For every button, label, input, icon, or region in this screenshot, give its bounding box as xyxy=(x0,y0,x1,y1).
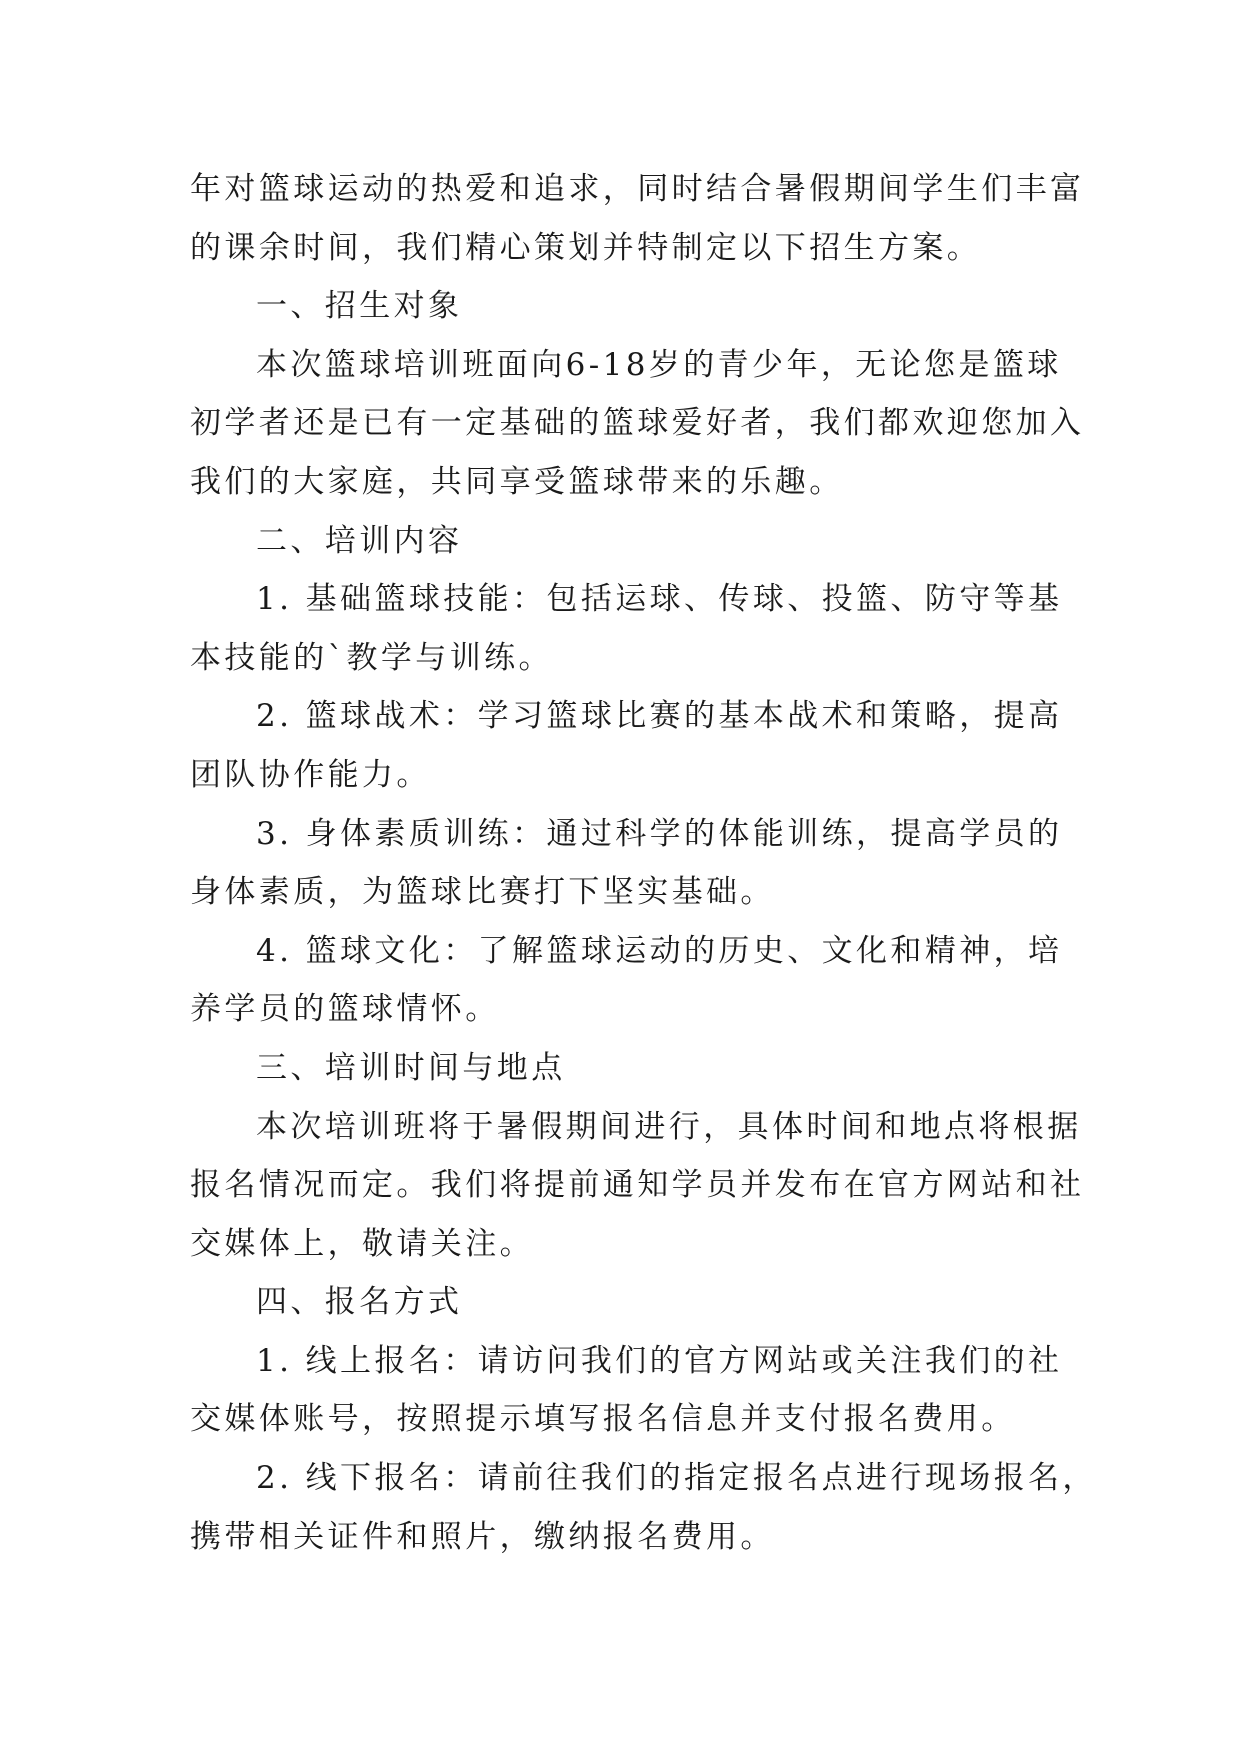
text-line: 交媒体账号，按照提示填写报名信息并支付报名费用。 xyxy=(190,1401,1016,1438)
section-heading: 四、报名方式 xyxy=(256,1284,463,1321)
list-item: 2. 线下报名：请前往我们的指定报名点进行现场报名， xyxy=(256,1460,1097,1497)
text-line: 本次培训班将于暑假期间进行，具体时间和地点将根据 xyxy=(256,1108,1082,1145)
section-heading: 一、招生对象 xyxy=(256,288,463,325)
section-heading: 三、培训时间与地点 xyxy=(256,1049,566,1086)
list-item: 1. 基础篮球技能：包括运球、传球、投篮、防守等基 xyxy=(256,581,1063,618)
text-line: 年对篮球运动的热爱和追求，同时结合暑假期间学生们丰富 xyxy=(190,171,1085,207)
text-line: 我们的大家庭，共同享受篮球带来的乐趣。 xyxy=(190,463,844,500)
text-line: 身体素质，为篮球比赛打下坚实基础。 xyxy=(190,874,775,911)
list-item: 4. 篮球文化：了解篮球运动的历史、文化和精神，培 xyxy=(256,932,1063,969)
text-line: 养学员的篮球情怀。 xyxy=(190,991,500,1028)
text-line: 团队协作能力。 xyxy=(190,756,431,793)
list-item: 3. 身体素质训练：通过科学的体能训练，提高学员的 xyxy=(256,815,1063,852)
text-line: 本次篮球培训班面向6-18岁的青少年，无论您是篮球 xyxy=(256,346,1062,383)
list-item: 1. 线上报名：请访问我们的官方网站或关注我们的社 xyxy=(256,1342,1063,1379)
text-line: 的课余时间，我们精心策划并特制定以下招生方案。 xyxy=(190,229,982,266)
text-line: 本技能的`教学与训练。 xyxy=(190,639,553,676)
list-item: 2. 篮球战术：学习篮球比赛的基本战术和策略，提高 xyxy=(256,698,1063,735)
text-line: 携带相关证件和照片，缴纳报名费用。 xyxy=(190,1518,775,1555)
section-heading: 二、培训内容 xyxy=(256,522,463,559)
text-line: 初学者还是已有一定基础的篮球爱好者，我们都欢迎您加入 xyxy=(190,405,1085,442)
text-line: 交媒体上，敬请关注。 xyxy=(190,1225,534,1262)
document-body xyxy=(190,160,1097,1566)
text-line: 报名情况而定。我们将提前通知学员并发布在官方网站和社 xyxy=(190,1167,1085,1204)
